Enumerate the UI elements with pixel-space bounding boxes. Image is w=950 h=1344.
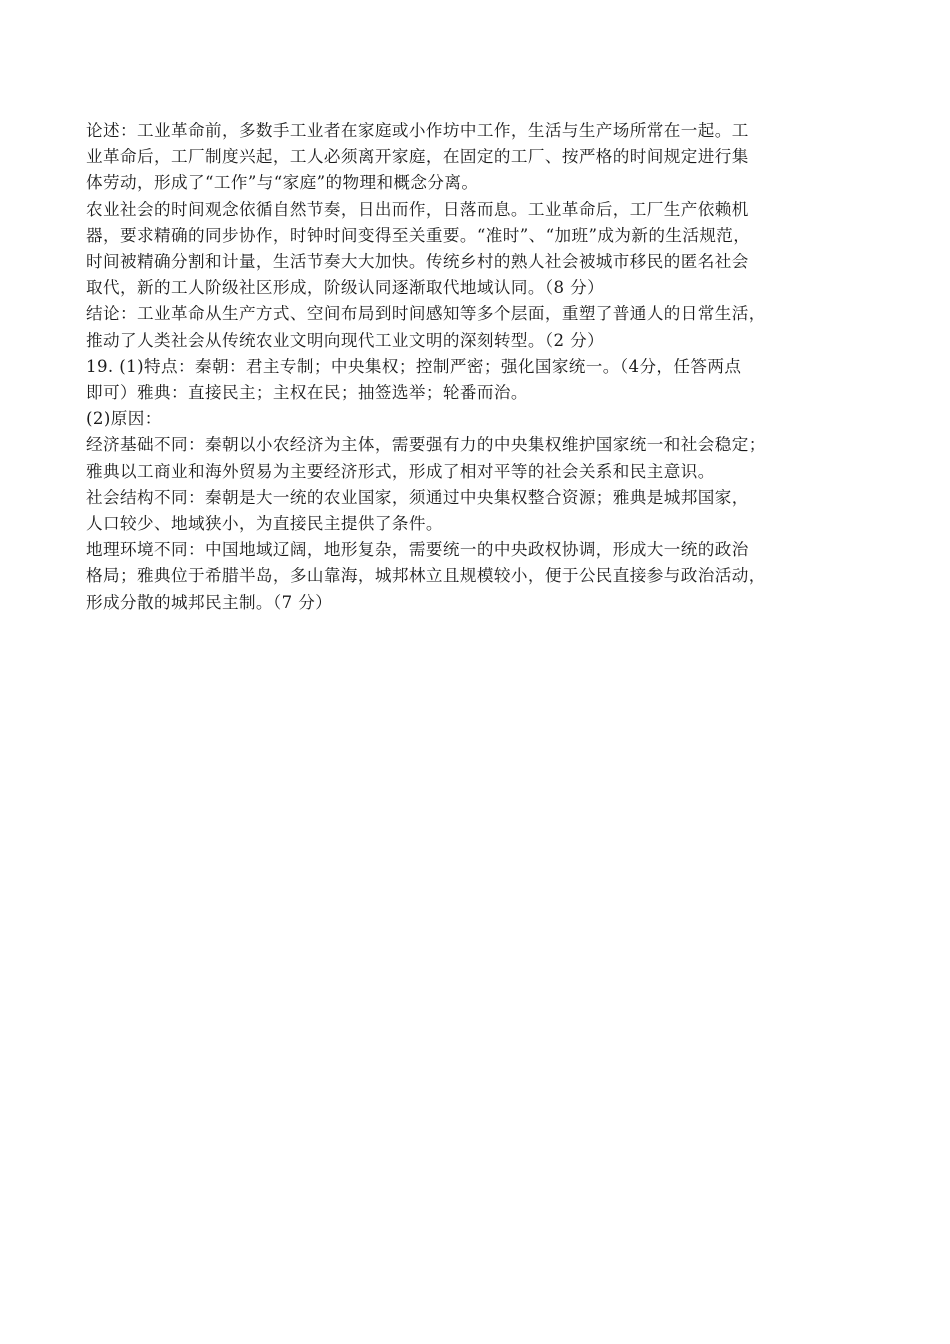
paragraph-q19-reasons-heading: (2)原因： [86, 409, 162, 429]
paragraph-q19-features: 19. (1)特点：秦朝：君主专制；中央集权；控制严密；强化国家统一。（4分，任答两点 即可）雅典：直接民主；主权在民；抽签选举；轮番而治。 [86, 356, 742, 403]
paragraph-argument-work-home: 论述：工业革命前，多数手工业者在家庭或小作坊中工作，生活与生产场所常在一起。工 业革命后，工厂制度兴起，工人必须离开家庭，在固定的工厂、按严格的时间规定进行集 体劳动，形成了“工作”与“家庭”的物理和概念分离。 [86, 121, 749, 193]
paragraph-time-concept: 农业社会的时间观念依循自然节奏，日出而作，日落而息。工业革命后，工厂生产依赖机 器，要求精确的同步协作，时钟时间变得至关重要。“准时”、“加班”成为新的生活规范， 时间被精确分割和计量，生活节奏大大加快。传统乡村的熟人社会被城市移民的匿名社会 取代，新的工人阶级社区形成，阶级认同逐渐取代地域认同。（8 分） [86, 199, 751, 298]
answer-text-block [86, 118, 868, 616]
paragraph-conclusion: 结论：工业革命从生产方式、空间布局到时间感知等多个层面，重塑了普通人的日常生活， 推动了人类社会从传统农业文明向现代工业文明的深刻转型。（2 分） [86, 304, 766, 350]
paragraph-social-structure: 社会结构不同：秦朝是大一统的农业国家，须通过中央集权整合资源；雅典是城邦国家， 人口较少、地域狭小，为直接民主提供了条件。 [86, 487, 749, 534]
paragraph-geography: 地理环境不同：中国地域辽阔，地形复杂，需要统一的中央政权协调，形成大一统的政治 格局；雅典位于希腊半岛，多山靠海，城邦林立且规模较小，便于公民直接参与政治活动， 形成分散的城邦民主制。（7 分） [86, 540, 766, 612]
paragraph-economic-basis: 经济基础不同：秦朝以小农经济为主体，需要强有力的中央集权维护国家统一和社会稳定； 雅典以工商业和海外贸易为主要经济形式，形成了相对平等的社会关系和民主意识。 [86, 435, 766, 481]
